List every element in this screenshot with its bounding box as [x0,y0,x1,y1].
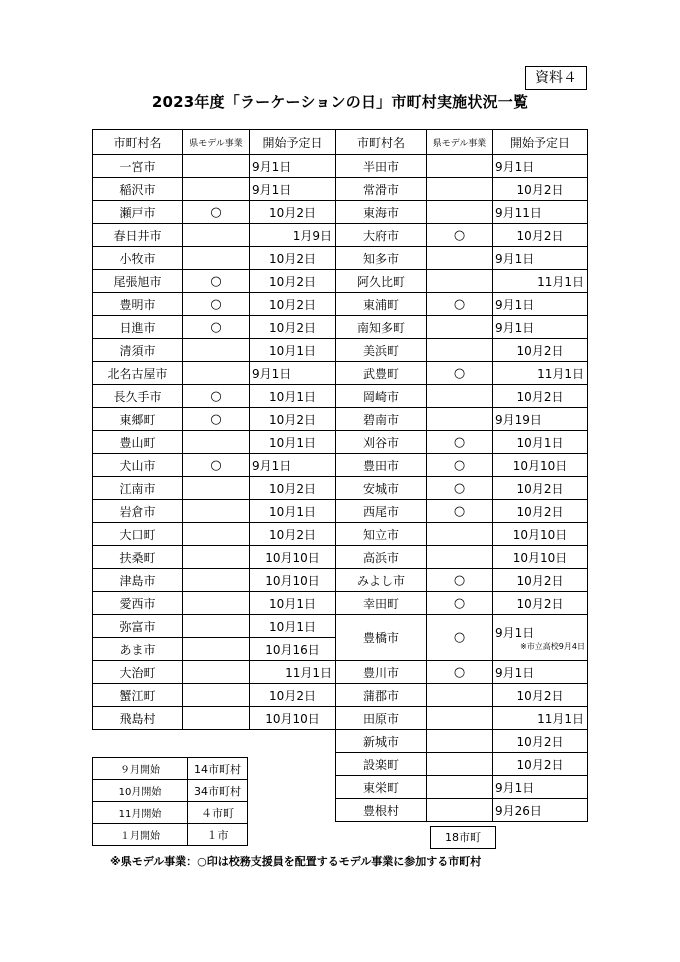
model-mark [183,523,250,546]
header-model: 県モデル事業 [427,130,493,155]
municipality-name: 豊田市 [336,454,427,477]
model-mark [427,684,493,707]
start-date: 10月1日 [493,431,588,454]
model-mark: ○ [183,385,250,408]
start-date: 10月2日 [250,293,336,316]
model-mark [427,799,493,822]
model-mark [183,661,250,684]
model-mark: ○ [427,661,493,684]
header-name: 市町村名 [93,130,183,155]
table-row [93,155,588,178]
municipality-name: 東浦町 [336,293,427,316]
footnote: ※県モデル事業：○印は校務支援員を配置するモデル事業に参加する市町村 [110,855,482,868]
model-mark: ○ [427,362,493,385]
municipality-name: 飛島村 [93,707,183,730]
table-row [93,339,588,362]
municipality-name: 幸田町 [336,592,427,615]
model-mark [183,500,250,523]
table-row [93,454,588,477]
summary-row [93,824,248,846]
model-mark [427,730,493,753]
municipality-name: 豊山町 [93,431,183,454]
start-date: 9月1日 [493,155,588,178]
start-date: 9月1日 [493,247,588,270]
start-date: 10月10日 [493,454,588,477]
model-mark [427,247,493,270]
model-mark [183,638,250,661]
start-date: 10月2日 [250,270,336,293]
model-mark: ○ [183,454,250,477]
model-mark: ○ [427,224,493,247]
page-title: 2023年度「ラーケーションの日」市町村実施状況一覧 [151,93,529,111]
start-date: 10月1日 [250,500,336,523]
model-mark [183,615,250,638]
model-mark: ○ [427,569,493,592]
model-mark [183,339,250,362]
model-mark: ○ [427,293,493,316]
model-mark [427,753,493,776]
start-date: 9月1日 [250,362,336,385]
header-name: 市町村名 [336,130,427,155]
start-date: 10月10日 [250,546,336,569]
table-row [93,707,588,730]
start-date: 9月1日 [493,776,588,799]
municipality-name: 日進市 [93,316,183,339]
summary-value: 34市町村 [188,780,248,802]
municipality-name: 豊根村 [336,799,427,822]
municipality-name: 小牧市 [93,247,183,270]
model-mark [427,523,493,546]
model-mark [427,178,493,201]
municipality-name: 岩倉市 [93,500,183,523]
summary-label: 10月開始 [93,780,188,802]
municipality-name: 南知多町 [336,316,427,339]
start-date: 10月2日 [493,500,588,523]
start-date: 10月1日 [250,385,336,408]
municipality-name: 津島市 [93,569,183,592]
model-mark [183,362,250,385]
model-mark [183,684,250,707]
header-date: 開始予定日 [493,130,588,155]
municipality-name: 刈谷市 [336,431,427,454]
summary-label: 11月開始 [93,802,188,824]
municipality-name: みよし市 [336,569,427,592]
municipality-name: 阿久比町 [336,270,427,293]
start-date: 10月2日 [493,569,588,592]
start-date: 9月1日 [493,316,588,339]
start-date: 10月2日 [250,408,336,431]
model-mark [183,477,250,500]
summary-value: １市 [188,824,248,846]
model-mark [183,592,250,615]
start-date [493,615,588,661]
model-mark [427,385,493,408]
model-mark [183,155,250,178]
start-date: 10月2日 [493,592,588,615]
start-date: 11月1日 [493,707,588,730]
municipality-name: 大府市 [336,224,427,247]
municipality-name: 北名古屋市 [93,362,183,385]
start-date: 10月10日 [493,546,588,569]
start-date: 10月2日 [493,224,588,247]
table-row [93,684,588,707]
model-mark [183,707,250,730]
municipality-name: 犬山市 [93,454,183,477]
model-mark: ○ [427,615,493,661]
model-mark [427,408,493,431]
start-date: 10月2日 [250,247,336,270]
table-row [93,247,588,270]
municipality-name: 弥富市 [93,615,183,638]
summary-label: １月開始 [93,824,188,846]
model-mark: ○ [183,201,250,224]
municipality-name: 稲沢市 [93,178,183,201]
empty-cell [93,730,183,753]
summary-value: 14市町村 [188,758,248,780]
table-header-row [93,130,588,155]
start-date: 10月2日 [250,316,336,339]
table-row [93,316,588,339]
start-date-note: ※市立高校9月4日 [520,641,585,651]
table-row [93,201,588,224]
municipality-name: 東郷町 [93,408,183,431]
start-date: 9月19日 [493,408,588,431]
model-mark: ○ [183,293,250,316]
model-mark: ○ [183,316,250,339]
table-row [93,523,588,546]
municipality-name: 蟹江町 [93,684,183,707]
municipality-name: 春日井市 [93,224,183,247]
model-mark [183,431,250,454]
model-count: 18市町 [430,826,496,849]
municipality-name: 江南市 [93,477,183,500]
summary-value: ４市町 [188,802,248,824]
municipality-name: 武豊町 [336,362,427,385]
municipality-name: 新城市 [336,730,427,753]
start-date: 10月10日 [250,707,336,730]
municipality-name: 美浜町 [336,339,427,362]
summary-row [93,780,248,802]
model-mark: ○ [427,431,493,454]
model-mark: ○ [427,454,493,477]
table-row [93,569,588,592]
municipality-name: 豊明市 [93,293,183,316]
start-date: 1月9日 [250,224,336,247]
start-date: 10月10日 [250,569,336,592]
start-date-value: 9月1日 [495,625,535,640]
start-date: 10月2日 [493,339,588,362]
start-date: 11月1日 [493,270,588,293]
model-mark [427,316,493,339]
municipality-name: 尾張旭市 [93,270,183,293]
table-row [93,408,588,431]
model-mark [183,224,250,247]
start-date: 10月1日 [250,592,336,615]
table-row [93,661,588,684]
table-row [93,477,588,500]
start-date: 10月16日 [250,638,336,661]
municipality-name: 扶桑町 [93,546,183,569]
municipality-name: 蒲郡市 [336,684,427,707]
municipality-name: 常滑市 [336,178,427,201]
model-mark [427,155,493,178]
summary-label: ９月開始 [93,758,188,780]
empty-cell [250,730,336,753]
municipality-name: 西尾市 [336,500,427,523]
municipality-name: 豊川市 [336,661,427,684]
empty-cell [250,776,336,799]
start-date: 10月2日 [250,201,336,224]
start-date: 9月11日 [493,201,588,224]
municipality-name: 田原市 [336,707,427,730]
start-date: 9月1日 [250,155,336,178]
start-date: 10月10日 [493,523,588,546]
model-mark [183,569,250,592]
municipality-name: 知多市 [336,247,427,270]
model-mark [427,546,493,569]
summary-table [92,757,248,846]
model-mark [427,270,493,293]
municipality-name: 安城市 [336,477,427,500]
start-date: 9月1日 [250,454,336,477]
start-date: 10月2日 [493,178,588,201]
model-mark: ○ [427,477,493,500]
municipality-name: 碧南市 [336,408,427,431]
start-date: 10月2日 [493,753,588,776]
table-row [93,592,588,615]
municipality-name: 愛西市 [93,592,183,615]
start-date: 9月26日 [493,799,588,822]
table-row [93,178,588,201]
municipality-name: 設楽町 [336,753,427,776]
header-model: 県モデル事業 [183,130,250,155]
start-date: 11月1日 [250,661,336,684]
table-row [93,224,588,247]
start-date: 10月1日 [250,431,336,454]
municipality-name: 知立市 [336,523,427,546]
model-mark: ○ [427,500,493,523]
municipality-name: 大治町 [93,661,183,684]
municipality-name: 瀬戸市 [93,201,183,224]
summary-row [93,802,248,824]
empty-cell [183,730,250,753]
start-date: 10月2日 [493,730,588,753]
municipality-name: 一宮市 [93,155,183,178]
start-date: 10月1日 [250,339,336,362]
model-mark [183,178,250,201]
municipality-name: 長久手市 [93,385,183,408]
start-date: 10月2日 [493,385,588,408]
start-date: 10月2日 [250,523,336,546]
municipality-name: 東海市 [336,201,427,224]
empty-cell [250,799,336,822]
municipality-name: 大口町 [93,523,183,546]
start-date: 10月1日 [250,615,336,638]
model-mark: ○ [183,408,250,431]
table-row [93,385,588,408]
municipality-name: 半田市 [336,155,427,178]
start-date: 10月2日 [250,684,336,707]
model-mark [427,201,493,224]
header-date: 開始予定日 [250,130,336,155]
model-mark [427,776,493,799]
empty-cell [250,753,336,776]
start-date: 9月1日 [493,661,588,684]
start-date: 9月1日 [493,293,588,316]
start-date: 10月2日 [493,684,588,707]
municipality-name: あま市 [93,638,183,661]
municipality-name: 東栄町 [336,776,427,799]
table-row [93,431,588,454]
table-row [93,615,588,638]
table-row [93,362,588,385]
table-row [93,546,588,569]
model-mark [427,707,493,730]
model-mark: ○ [427,592,493,615]
model-mark [427,339,493,362]
start-date: 11月1日 [493,362,588,385]
municipality-name: 豊橋市 [336,615,427,661]
summary-row [93,758,248,780]
municipality-name: 高浜市 [336,546,427,569]
document-number-badge: 資料４ [525,66,587,90]
municipality-name: 岡崎市 [336,385,427,408]
model-mark: ○ [183,270,250,293]
municipality-name: 清須市 [93,339,183,362]
municipality-table [92,129,588,822]
table-row [93,730,588,753]
table-row [93,293,588,316]
model-mark [183,247,250,270]
table-row [93,500,588,523]
start-date: 10月2日 [493,477,588,500]
start-date: 10月2日 [250,477,336,500]
table-row [93,270,588,293]
start-date: 9月1日 [250,178,336,201]
model-mark [183,546,250,569]
